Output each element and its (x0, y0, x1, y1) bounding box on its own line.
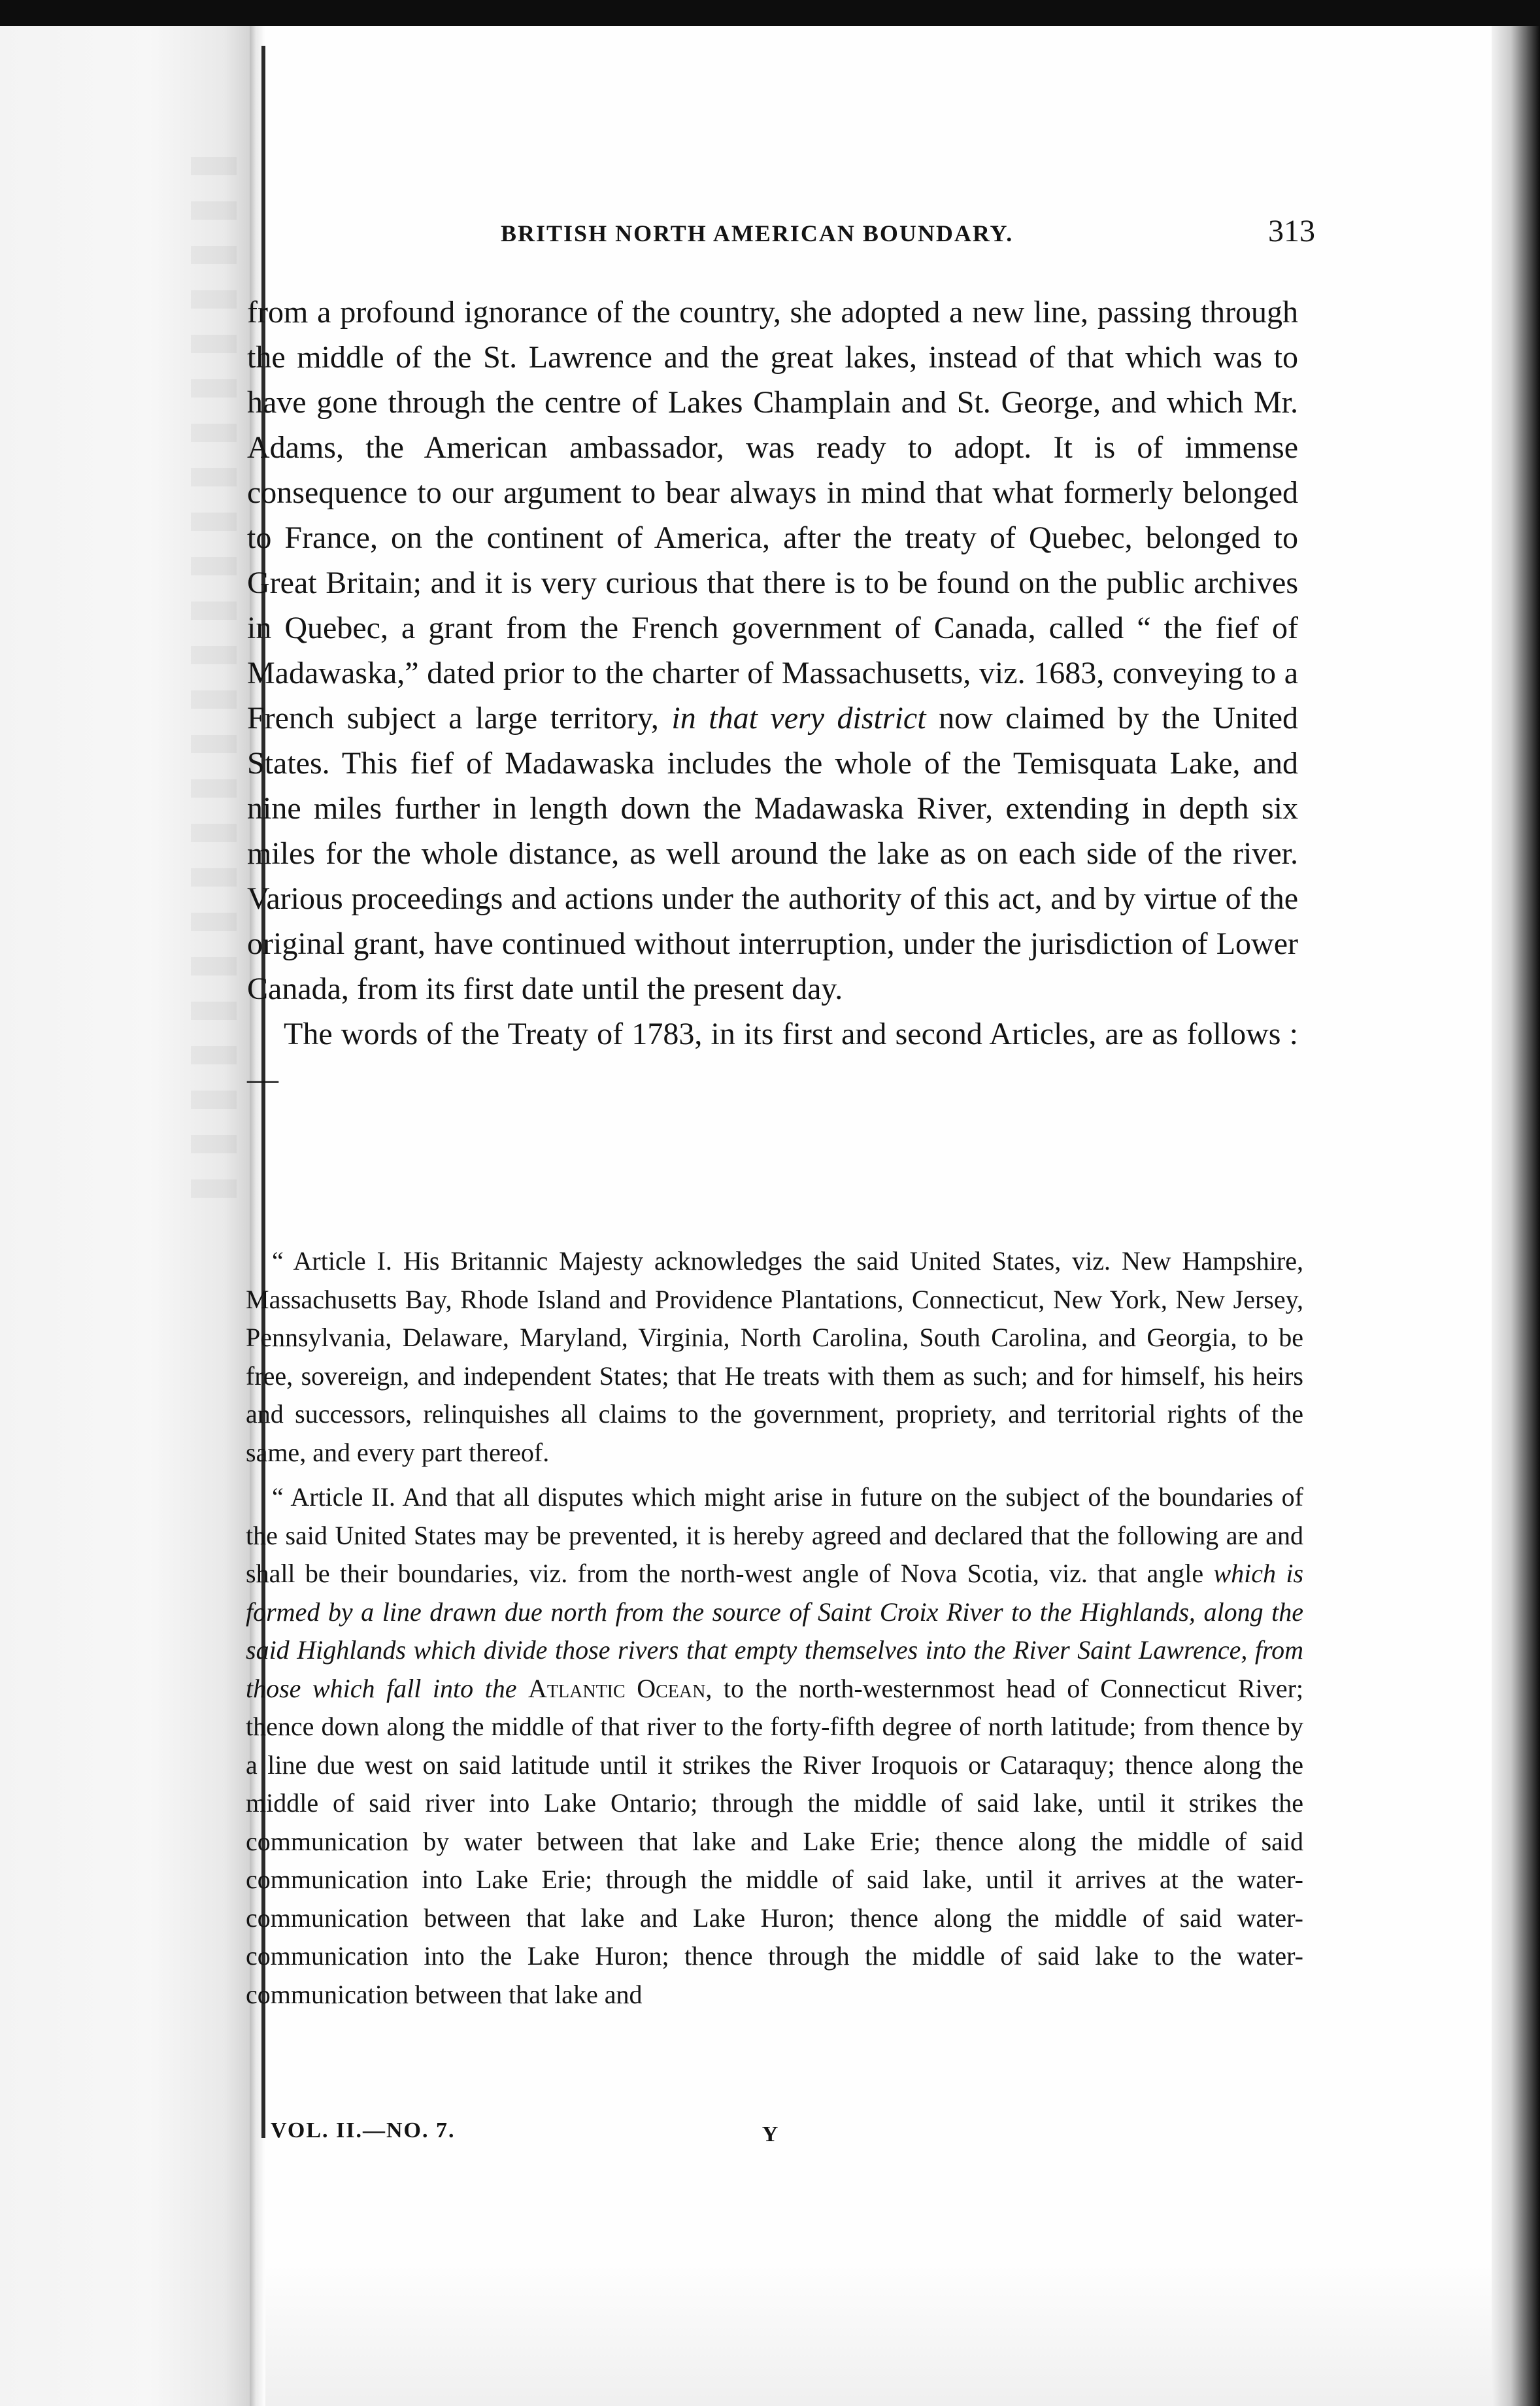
scan-background (0, 0, 1540, 26)
page-number: 313 (1268, 214, 1315, 248)
body-paragraph (247, 290, 1298, 1011)
page-bottom-shadow (265, 2262, 1492, 2406)
signature-mark: Y (762, 2122, 778, 2146)
article-two (246, 1478, 1303, 2014)
quote-text-run: “ Article II. And that all disputes which might arise in future on the subject of the boundaries of the said United States may be prevented, it is hereby agreed and declared that the following are and shall be their boundaries, viz. from the north-west angle of Nova Scotia, viz. that angle (246, 1482, 1303, 1588)
bleed-through-text (191, 157, 237, 1203)
italic-phrase: which is formed by a line drawn due north from the source of Saint Croix River to the Highlands, along the said Highlands which divide those rivers that empty themselves into the River Saint Lawrence, from those which fall into the (246, 1559, 1304, 1703)
body-text-run: from a profound ignorance of the country, she adopted a new line, passing through the middle of the St. Lawrence and the great lakes, instead of that which was to have gone through the centre of Lakes Champlain and St. George, and which Mr. Adams, the American ambassador, was ready to adopt. It is of immense consequence to our argument to bear always in mind that what formerly belonged to France, on the continent of America, after the treaty of Quebec, belonged to Great Britain; and it is very curious that there is to be found on the public archives in Quebec, a grant from the French government of Canada, called “ the fief of Madawaska,” dated prior to the charter of Massachusetts, viz. 1683, conveying to a French subject a large territory, (247, 295, 1298, 736)
treaty-quotation (246, 1242, 1303, 2020)
volume-footer: VOL. II.—NO. 7. (271, 2118, 456, 2143)
facing-page (0, 26, 250, 2406)
body-text (247, 290, 1298, 1102)
body-text-run: now claimed by the United States. This fief of Madawaska includes the whole of the Temisquata Lake, and nine miles further in length down the Madawaska River, extending in depth six miles for the whole distance, as well around the lake as on each side of the river. Various proceedings and actions under the authority of this act, and by virtue of the original grant, have continued without interruption, under the jurisdiction of Lower Canada, from its first date until the present day. (247, 701, 1299, 1006)
quote-text-run: to the north-westernmost head of Connecticut River; thence down along the middle of that river to the forty-fifth degree of north latitude; from thence by a line due west on said latitude until it strikes the River Iroquois or Cataraquy; thence along the middle of said river into Lake Ontario; through the middle of said lake, until it strikes the communication by water between that lake and Lake Erie; thence along the middle of said communication into Lake Erie; through the middle of said lake, until it arrives at the water-communication between that lake and Lake Huron; thence along the middle of said water-communication into the Lake Huron; thence through the middle of said lake to the water-communication between that lake and (246, 1673, 1304, 2009)
page-edge (1492, 26, 1540, 2406)
running-head: BRITISH NORTH AMERICAN BOUNDARY. (501, 220, 1014, 246)
article-one: “ Article I. His Britannic Majesty acknowledges the said United States, viz. New Hampshire, Massachusetts Bay, Rhode Island and Providence Plantations, Connecticut, New York, New Jersey, Pennsylvania, Delaware, Maryland, Virginia, North Carolina, South Carolina, and Georgia, to be free, sovereign, and independent States; that He treats with them as such; and for himself, his heirs and successors, relinquishes all claims to the government, propriety, and territorial rights of the same, and every part thereof. (246, 1246, 1303, 1467)
body-paragraph: The words of the Treaty of 1783, in its first and second Articles, are as follows :— (247, 1017, 1298, 1096)
italic-phrase: in that very district (671, 701, 926, 736)
smallcaps-phrase: Atlantic Ocean, (528, 1673, 712, 1703)
